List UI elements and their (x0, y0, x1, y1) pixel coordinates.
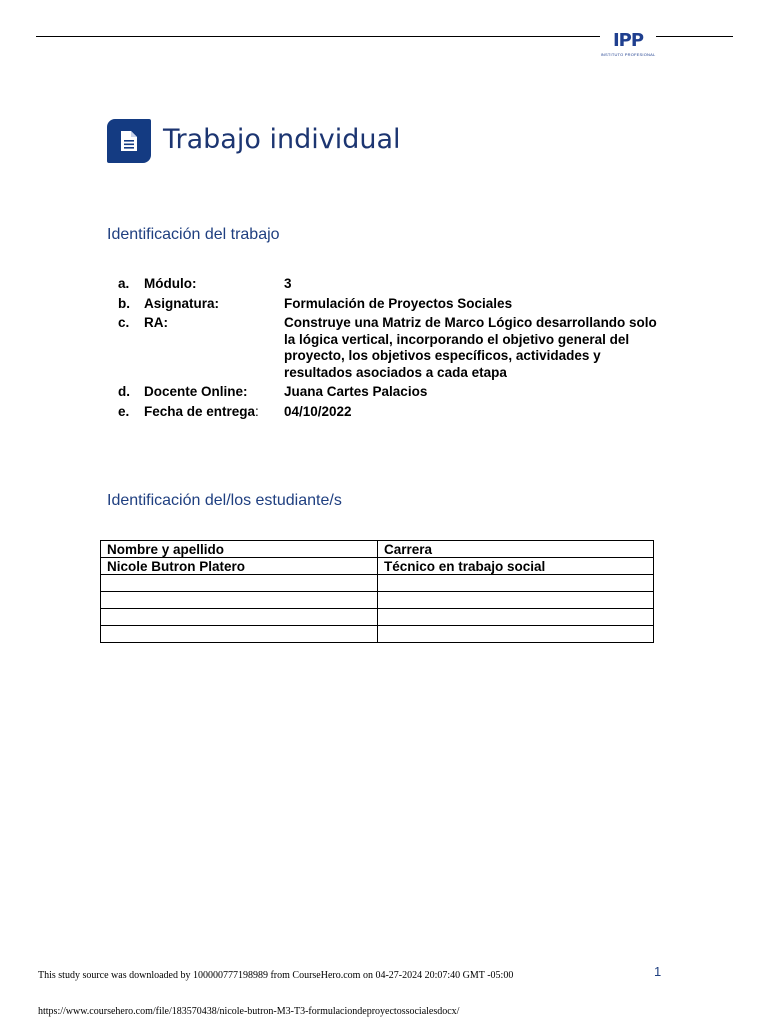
info-row-module (118, 276, 658, 293)
table-cell (378, 575, 654, 592)
column-header-name: Nombre y apellido (101, 541, 378, 558)
info-row-teacher (118, 384, 658, 401)
table-cell (101, 575, 378, 592)
list-marker: a. (118, 276, 130, 291)
info-value: 04/10/2022 (284, 403, 352, 419)
institution-logo (600, 30, 656, 62)
info-row-due-date (118, 404, 658, 421)
students-section-heading: Identificación del/los estudiante/s (107, 492, 342, 509)
list-marker: d. (118, 384, 130, 399)
info-row-subject (118, 296, 658, 313)
logo-subtext: INSTITUTO PROFESIONAL (600, 52, 656, 57)
table-header-row (101, 541, 654, 558)
table-row (101, 592, 654, 609)
table-row (101, 609, 654, 626)
info-value: 3 (284, 276, 292, 291)
info-label: RA: (144, 315, 168, 330)
download-note: This study source was downloaded by 100000777198989 from CourseHero.com on 04-27-2024 20:07:40 GMT -05:00 (38, 970, 514, 981)
table-cell (378, 609, 654, 626)
table-row (101, 575, 654, 592)
list-marker: b. (118, 295, 130, 311)
students-table (100, 540, 654, 643)
info-label: Fecha de entrega: (144, 403, 259, 419)
table-cell: Técnico en trabajo social (378, 558, 654, 575)
table-row (101, 626, 654, 643)
info-row-ra (118, 315, 658, 381)
column-header-career: Carrera (378, 541, 654, 558)
table-cell (101, 626, 378, 643)
info-label: Módulo: (144, 276, 197, 291)
info-value: Juana Cartes Palacios (284, 384, 428, 399)
info-label: Asignatura: (144, 295, 220, 311)
table-cell (378, 592, 654, 609)
table-cell (378, 626, 654, 643)
info-value: Construye una Matriz de Marco Lógico desarrollando solo la lógica vertical, incorporando el objetivo general del proyecto, los objetivos específicos, actividades y resultados asociados a cada etapa (284, 315, 657, 380)
table-cell (101, 592, 378, 609)
info-value: Formulación de Proyectos Sociales (284, 295, 513, 311)
page-number: 1 (654, 964, 662, 979)
list-marker: e. (118, 403, 130, 419)
info-label: Docente Online: (144, 384, 248, 399)
work-section-heading: Identificación del trabajo (107, 226, 280, 243)
table-cell: Nicole Butron Platero (101, 558, 378, 575)
page-title: Trabajo individual (163, 124, 401, 155)
logo-text: IPP (612, 30, 644, 51)
document-icon (107, 119, 151, 163)
table-cell (101, 609, 378, 626)
work-info-list (118, 276, 658, 423)
source-url[interactable]: https://www.coursehero.com/file/183570438/nicole-butron-M3-T3-formulaciondeproyectossocialesdocx/ (38, 1006, 460, 1017)
table-row (101, 558, 654, 575)
list-marker: c. (118, 315, 130, 330)
